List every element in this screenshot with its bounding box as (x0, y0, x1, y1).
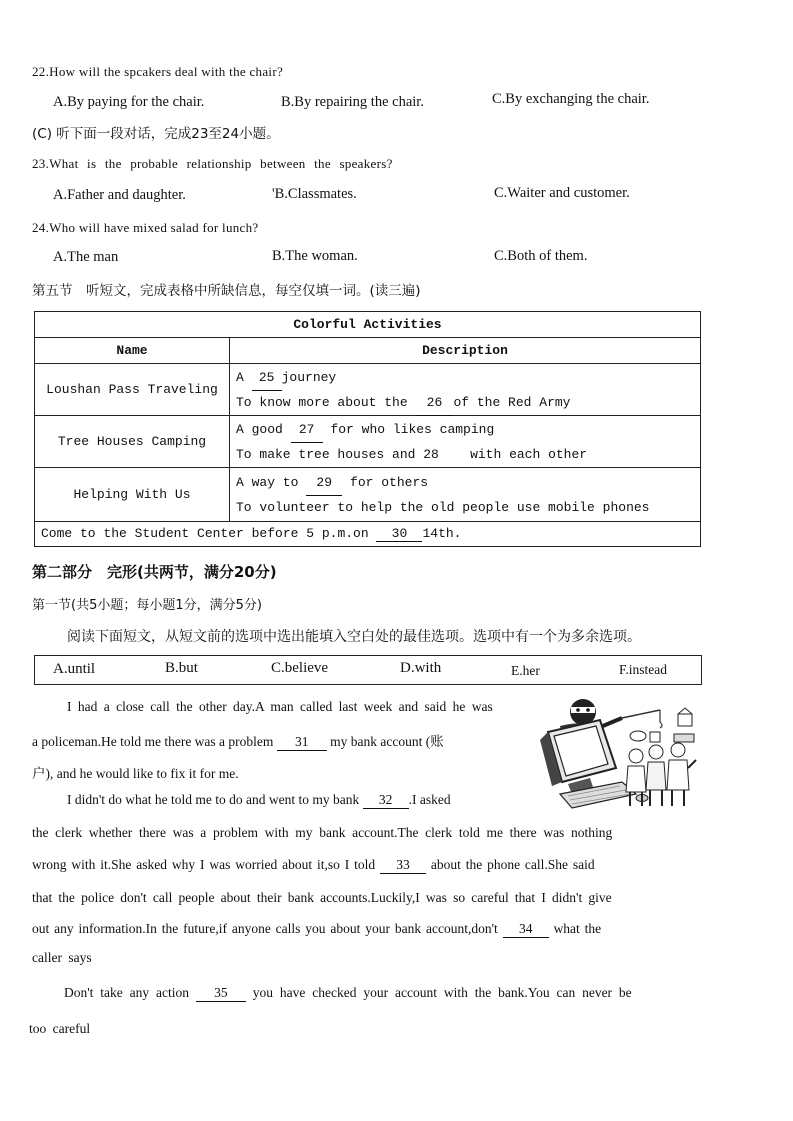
passage-text: wrong with it.She asked why I was worried about it,so I told (32, 857, 376, 872)
section-1-heading: 第一节(共5小题；每小题1分，满分5分) (32, 598, 262, 613)
desc-text: with each other (470, 446, 588, 462)
part-2-heading: 第二部分 完形(共两节，满分20分) (32, 563, 277, 581)
passage-line-5: the clerk whether there was a problem with my bank account.The clerk told me there was nothing (32, 825, 613, 840)
blank-32: 32 (363, 792, 409, 809)
passage-line-2 (32, 730, 444, 751)
section-5-heading: 第五节 听短文，完成表格中所缺信息，每空仅填一词。(读三遍) (32, 283, 421, 299)
activity-name: Loushan Pass Traveling (35, 364, 230, 416)
passage-text: a policeman.He told me there was a problem (32, 734, 274, 749)
section-c-heading: (C) 听下面一段对话，完成23至24小题。 (32, 126, 280, 142)
question-24-option-b: B.The woman. (272, 248, 358, 264)
desc-text: for others (350, 474, 429, 490)
option-e: E.her (511, 663, 540, 678)
option-c: C.believe (271, 660, 329, 676)
column-header-description: Description (230, 338, 701, 364)
scam-illustration (538, 690, 700, 812)
table-row (35, 416, 701, 468)
passage-text: my bank account (账 (330, 734, 444, 749)
passage-line-4 (67, 792, 451, 809)
question-22-option-a: A.By paying for the chair. (53, 94, 205, 110)
question-24-option-a: A.The man (53, 249, 119, 265)
blank-27: 27 (291, 417, 323, 443)
activities-table (34, 311, 701, 547)
desc-text: To make tree houses and 28 (236, 446, 439, 462)
question-23-option-b: 'B.Classmates. (272, 186, 357, 202)
desc-text: To know more about the (236, 394, 408, 410)
question-22-option-c: C.By exchanging the chair. (492, 91, 650, 107)
passage-text: Don't take any action (64, 985, 190, 1000)
desc-text: A good (236, 421, 283, 437)
question-23-option-c: C.Waiter and customer. (494, 185, 630, 201)
desc-text: A way to (236, 474, 299, 490)
option-f: F.instead (619, 662, 668, 677)
activity-description (230, 468, 701, 522)
activity-description (230, 416, 701, 468)
table-row (35, 364, 701, 416)
blank-26: 26 (415, 390, 453, 416)
option-d: D.with (400, 660, 442, 676)
passage-line-7: that the police don't call people about their bank accounts.Luckily,I was so careful that I didn't give (32, 890, 612, 905)
blank-30: 30 (376, 526, 422, 542)
passage-line-8 (32, 921, 601, 938)
blank-34: 34 (503, 921, 549, 938)
question-23-stem: 23.What is the probable relationship between the speakers? (32, 156, 393, 171)
blank-33: 33 (380, 857, 426, 874)
passage-text: out any information.In the future,if anyone calls you about your bank account,don't (32, 921, 498, 936)
question-22-stem: 22.How will the spcakers deal with the chair? (32, 64, 284, 79)
word-options-box (34, 655, 702, 685)
passage-line-11: too careful (29, 1021, 91, 1036)
question-23-option-a: A.Father and daughter. (53, 187, 186, 203)
passage-line-9: caller says (32, 950, 92, 965)
passage-text: what the (553, 921, 602, 936)
question-24-option-c: C.Both of them. (494, 248, 588, 264)
desc-text: for who likes camping (330, 421, 495, 437)
desc-text: A (236, 369, 244, 385)
footer-text: Come to the Student Center before 5 p.m.on (41, 526, 369, 541)
activity-description (230, 364, 701, 416)
instruction-text: 阅读下面短文，从短文前的选项中选出能填入空白处的最佳选项。选项中有一个为多余选项。 (67, 629, 641, 645)
footer-text: 14th. (422, 526, 462, 541)
activity-name: Helping With Us (35, 468, 230, 522)
blank-29: 29 (306, 470, 342, 496)
passage-line-6 (32, 857, 595, 874)
blank-35: 35 (196, 985, 246, 1002)
passage-text: .I asked (408, 792, 451, 807)
option-a: A.until (53, 661, 96, 677)
table-title: Colorful Activities (35, 312, 701, 338)
passage-line-1: I had a close call the other day.A man called last week and said he was (67, 699, 493, 714)
blank-31: 31 (277, 734, 327, 751)
desc-text: journey (281, 369, 337, 385)
passage-line-10 (64, 985, 632, 1002)
column-header-name: Name (35, 338, 230, 364)
passage-text: about the phone call.She said (430, 857, 595, 872)
blank-25: 25 (252, 365, 282, 391)
table-footer (35, 522, 701, 547)
passage-text: you have checked your account with the bank.You can never be (252, 985, 632, 1000)
table-row (35, 468, 701, 522)
passage-text: I didn't do what he told me to do and went to my bank (67, 792, 360, 807)
question-22-option-b: B.By repairing the chair. (281, 94, 424, 110)
desc-text: To volunteer to help the old people use mobile phones (236, 499, 650, 515)
activity-name: Tree Houses Camping (35, 416, 230, 468)
option-b: B.but (165, 660, 198, 676)
question-24-stem: 24.Who will have mixed salad for lunch? (32, 220, 259, 235)
passage-line-3: 户), and he would like to fix it for me. (32, 766, 239, 781)
desc-text: of the Red Army (453, 394, 571, 410)
